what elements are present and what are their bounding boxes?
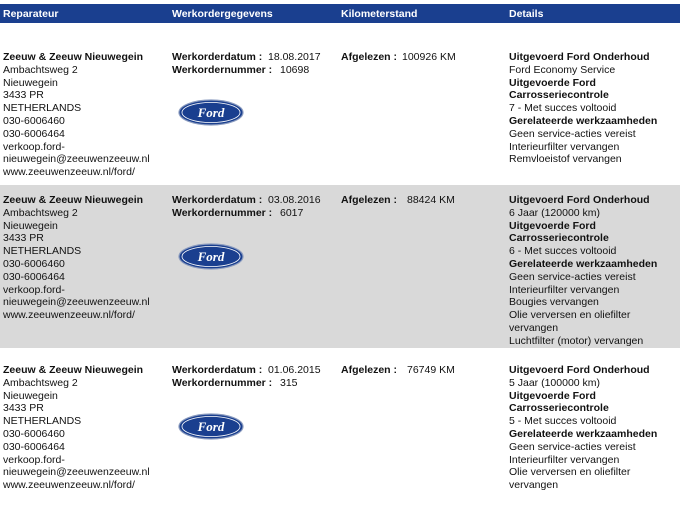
- detail-line: Uitgevoerd Ford Onderhoud: [509, 51, 650, 63]
- dealer-city: Nieuwegein: [3, 219, 58, 232]
- detail-line: Gerelateerde werkzaamheden: [509, 257, 658, 270]
- dealer-info: [3, 51, 150, 179]
- workorder-number-label: Werkordernummer :: [172, 63, 273, 76]
- mileage-info: [341, 51, 456, 64]
- workorder-info: [172, 51, 321, 77]
- ford-logo-text: Ford: [197, 249, 225, 264]
- detail-line: Uitgevoerd Ford Onderhoud: [509, 364, 650, 376]
- table-header: [0, 4, 680, 23]
- dealer-postcode: 3433 PR: [3, 402, 44, 415]
- ford-logo-icon: [178, 99, 244, 126]
- dealer-info: [3, 194, 150, 322]
- workorder-date-label: Werkorderdatum :: [172, 364, 263, 376]
- dealer-phone: 030-6006464: [3, 127, 65, 140]
- detail-line: Carrosseriecontrole: [509, 89, 609, 102]
- dealer-email: nieuwegein@zeeuwenzeeuw.nl: [3, 153, 150, 166]
- column-header-kilometerstand: Kilometerstand: [341, 8, 418, 20]
- dealer-email: nieuwegein@zeeuwenzeeuw.nl: [3, 466, 150, 479]
- workorder-date: 18.08.2017: [268, 51, 321, 63]
- mileage-value: 76749 KM: [407, 364, 455, 376]
- service-record: [0, 355, 680, 505]
- detail-line: 6 - Met succes voltooid: [509, 245, 617, 258]
- mileage-info: [341, 364, 455, 377]
- dealer-name: Zeeuw & Zeeuw Nieuwegein: [3, 51, 144, 63]
- workorder-date: 03.08.2016: [268, 194, 321, 206]
- dealer-phone: 030-6006460: [3, 427, 65, 440]
- dealer-website: www.zeeuwenzeeuw.nl/ford/: [3, 479, 135, 492]
- workorder-number: 6017: [280, 206, 304, 219]
- dealer-street: Ambachtsweg 2: [3, 206, 78, 219]
- dealer-phone: 030-6006460: [3, 257, 65, 270]
- dealer-country: NETHERLANDS: [3, 415, 82, 428]
- details-list: [509, 194, 657, 348]
- workorder-date-label: Werkorderdatum :: [172, 51, 263, 63]
- column-header-details: Details: [509, 8, 544, 20]
- details-list: [509, 364, 657, 492]
- detail-line: Luchtfilter (motor) vervangen: [509, 334, 644, 347]
- workorder-info: [172, 194, 321, 220]
- detail-line: 7 - Met succes voltooid: [509, 102, 617, 115]
- dealer-postcode: 3433 PR: [3, 89, 44, 102]
- detail-line: Interieurfilter vervangen: [509, 140, 620, 153]
- mileage-label: Afgelezen :: [341, 194, 398, 206]
- detail-line: Geen service-acties vereist: [509, 440, 636, 453]
- detail-line: 5 - Met succes voltooid: [509, 415, 617, 428]
- dealer-country: NETHERLANDS: [3, 102, 82, 115]
- dealer-info: [3, 364, 150, 492]
- dealer-phone: 030-6006464: [3, 440, 65, 453]
- dealer-email: nieuwegein@zeeuwenzeeuw.nl: [3, 296, 150, 309]
- dealer-email: verkoop.ford-: [3, 140, 65, 153]
- dealer-website: www.zeeuwenzeeuw.nl/ford/: [3, 166, 135, 179]
- workorder-date: 01.06.2015: [268, 364, 321, 376]
- detail-line: Olie verversen en oliefilter: [509, 466, 631, 479]
- workorder-info: [172, 364, 321, 390]
- dealer-city: Nieuwegein: [3, 76, 58, 89]
- detail-line: Bougies vervangen: [509, 296, 599, 309]
- detail-line: Uitgevoerde Ford: [509, 389, 596, 402]
- workorder-date-label: Werkorderdatum :: [172, 194, 263, 206]
- column-header-reparateur: Reparateur: [3, 8, 59, 20]
- dealer-email: verkoop.ford-: [3, 453, 65, 466]
- detail-line: Ford Economy Service: [509, 63, 616, 76]
- dealer-street: Ambachtsweg 2: [3, 63, 78, 76]
- detail-line: Remvloeistof vervangen: [509, 153, 622, 166]
- detail-line: Geen service-acties vereist: [509, 127, 636, 140]
- dealer-name: Zeeuw & Zeeuw Nieuwegein: [3, 364, 144, 376]
- detail-line: Gerelateerde werkzaamheden: [509, 114, 658, 127]
- ford-logo-text: Ford: [197, 105, 225, 120]
- mileage-label: Afgelezen :: [341, 364, 398, 376]
- mileage-value: 100926 KM: [402, 51, 456, 63]
- dealer-city: Nieuwegein: [3, 389, 58, 402]
- detail-line: vervangen: [509, 479, 559, 492]
- details-list: [509, 51, 657, 166]
- detail-line: Uitgevoerde Ford: [509, 76, 596, 89]
- dealer-website: www.zeeuwenzeeuw.nl/ford/: [3, 309, 135, 322]
- dealer-phone: 030-6006464: [3, 270, 65, 283]
- dealer-postcode: 3433 PR: [3, 232, 44, 245]
- ford-logo-icon: [178, 243, 244, 270]
- detail-line: Carrosseriecontrole: [509, 402, 609, 415]
- mileage-value: 88424 KM: [407, 194, 455, 206]
- detail-line: vervangen: [509, 321, 559, 334]
- detail-line: Geen service-acties vereist: [509, 270, 636, 283]
- mileage-info: [341, 194, 455, 207]
- service-record: [0, 185, 680, 348]
- workorder-number-label: Werkordernummer :: [172, 206, 273, 219]
- workorder-number-label: Werkordernummer :: [172, 376, 273, 389]
- column-header-werkorder: Werkordergegevens: [172, 8, 273, 20]
- dealer-email: verkoop.ford-: [3, 283, 65, 296]
- workorder-number: 10698: [280, 63, 310, 76]
- detail-line: Interieurfilter vervangen: [509, 453, 620, 466]
- service-record: [0, 30, 680, 182]
- detail-line: Gerelateerde werkzaamheden: [509, 427, 658, 440]
- dealer-country: NETHERLANDS: [3, 245, 82, 258]
- ford-logo-icon: [178, 413, 244, 440]
- detail-line: 6 Jaar (120000 km): [509, 206, 601, 219]
- detail-line: Carrosseriecontrole: [509, 232, 609, 245]
- workorder-number: 315: [280, 376, 298, 389]
- dealer-name: Zeeuw & Zeeuw Nieuwegein: [3, 194, 144, 206]
- ford-logo-text: Ford: [197, 419, 225, 434]
- detail-line: Uitgevoerd Ford Onderhoud: [509, 194, 650, 206]
- detail-line: Interieurfilter vervangen: [509, 283, 620, 296]
- detail-line: Olie verversen en oliefilter: [509, 309, 631, 322]
- dealer-phone: 030-6006460: [3, 114, 65, 127]
- mileage-label: Afgelezen :: [341, 51, 398, 63]
- detail-line: Uitgevoerde Ford: [509, 219, 596, 232]
- dealer-street: Ambachtsweg 2: [3, 376, 78, 389]
- detail-line: 5 Jaar (100000 km): [509, 376, 601, 389]
